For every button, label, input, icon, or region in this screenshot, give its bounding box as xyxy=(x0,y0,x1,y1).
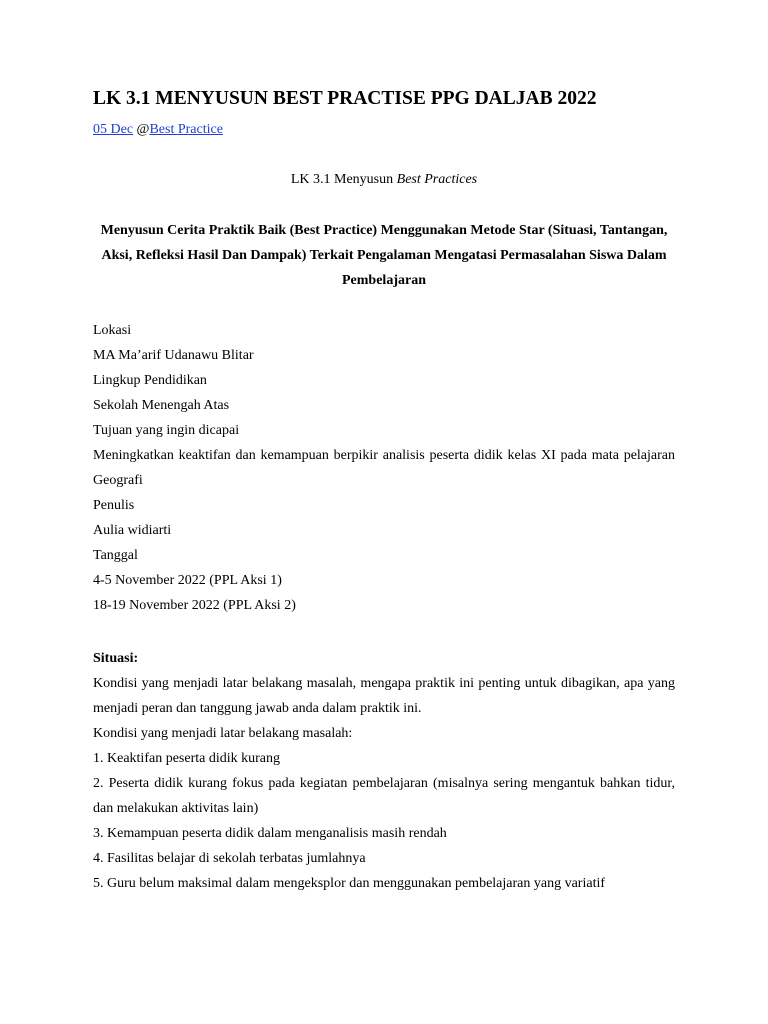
section-heading: Menyusun Cerita Praktik Baik (Best Practice) Menggunakan Metode Star (Situasi, Tantangan, Aksi, Refleksi Hasil Dan Dampak) Terkait Pengalaman Mengatasi Permasalahan Siswa Dalam Pembelajaran xyxy=(100,223,668,288)
document-title: LK 3.1 MENYUSUN BEST PRACTISE PPG DALJAB 2022 xyxy=(93,88,597,109)
info-section xyxy=(93,318,675,618)
situasi-section xyxy=(93,646,675,896)
situasi-heading: Situasi: xyxy=(93,651,139,666)
list-item: 5. Guru belum maksimal dalam mengeksplor dan menggunakan pembelajaran yang variatif xyxy=(93,876,606,891)
subtitle-italic: Best Practices xyxy=(396,172,478,187)
list-item: 2. Peserta didik kurang fokus pada kegiatan pembelajaran (misalnya sering mengantuk bahkan tidur, dan melakukan aktivitas lain) xyxy=(93,776,675,816)
situasi-list-intro: Kondisi yang menjadi latar belakang masalah: xyxy=(93,726,353,741)
date-link[interactable]: 05 Dec xyxy=(93,122,134,137)
tanggal-value-2: 18-19 November 2022 (PPL Aksi 2) xyxy=(93,598,296,613)
lingkup-label: Lingkup Pendidikan xyxy=(93,373,207,388)
subtitle xyxy=(0,170,768,190)
list-item: 1. Keaktifan peserta didik kurang xyxy=(93,751,280,766)
at-sign: @ xyxy=(136,122,150,137)
tanggal-value-1: 4-5 November 2022 (PPL Aksi 1) xyxy=(93,573,282,588)
lokasi-label: Lokasi xyxy=(93,323,132,338)
list-item: 4. Fasilitas belajar di sekolah terbatas jumlahnya xyxy=(93,851,366,866)
list-item: 3. Kemampuan peserta didik dalam menganalisis masih rendah xyxy=(93,826,447,841)
lokasi-value: MA Ma’arif Udanawu Blitar xyxy=(93,348,254,363)
post-meta xyxy=(93,120,223,140)
subtitle-prefix: LK 3.1 Menyusun xyxy=(290,172,397,187)
penulis-value: Aulia widiarti xyxy=(93,523,172,538)
situasi-intro: Kondisi yang menjadi latar belakang masalah, mengapa praktik ini penting untuk dibagikan, apa yang menjadi peran dan tanggung jawab anda dalam praktik ini. xyxy=(93,676,675,716)
tujuan-label: Tujuan yang ingin dicapai xyxy=(93,423,240,438)
tanggal-label: Tanggal xyxy=(93,548,138,563)
penulis-label: Penulis xyxy=(93,498,135,513)
category-link[interactable]: Best Practice xyxy=(149,122,223,137)
tujuan-value: Meningkatkan keaktifan dan kemampuan berpikir analisis peserta didik kelas XI pada mata pelajaran Geografi xyxy=(93,448,675,488)
lingkup-value: Sekolah Menengah Atas xyxy=(93,398,230,413)
